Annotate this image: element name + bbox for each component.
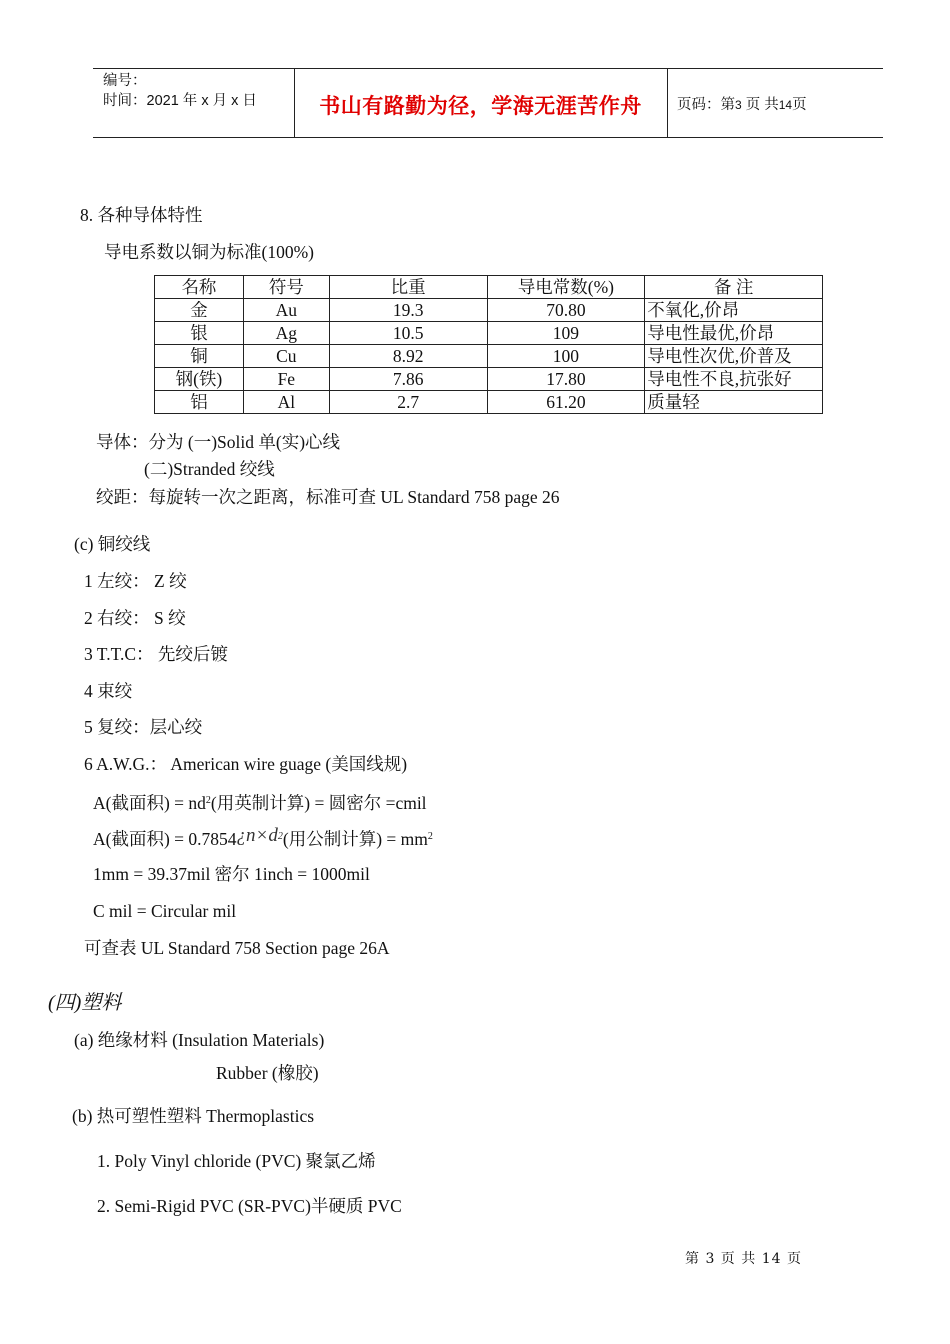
table-cell: Al xyxy=(243,391,329,414)
table-row xyxy=(155,322,823,345)
plastics-subtitle: (a) 绝缘材料 (Insulation Materials) xyxy=(74,1030,325,1050)
page-footer: 第 3 页 共 14 页 xyxy=(685,1251,802,1267)
table-cell: 导电性次优,价普及 xyxy=(645,345,823,368)
page-header xyxy=(93,68,883,138)
reference-line: 可查表 UL Standard 758 Section page 26A xyxy=(84,938,390,958)
conductor-line: 绞距：每旋转一次之距离，标准可查 UL Standard 758 page 26 xyxy=(96,487,560,507)
table-cell: Fe xyxy=(243,368,329,391)
table-cell: 银 xyxy=(155,322,244,345)
conductor-line: 导体：分为 (一)Solid 单(实)心线 xyxy=(96,432,341,452)
table-cell: 导电性最优,价昂 xyxy=(645,322,823,345)
table-cell: 10.5 xyxy=(329,322,487,345)
table-header-cell: 名称 xyxy=(155,276,244,299)
table-cell: 质量轻 xyxy=(645,391,823,414)
table-cell: 109 xyxy=(487,322,645,345)
list-item: 1 左绞： Z 绞 xyxy=(84,571,187,591)
number-label: 编号： xyxy=(103,73,147,89)
list-item: 2 右绞： S 绞 xyxy=(84,608,186,628)
table-cell: 61.20 xyxy=(487,391,645,414)
section-subtitle: 导电系数以铜为标准(100%) xyxy=(104,242,314,262)
list-item: 3 T.T.C： 先绞后镀 xyxy=(84,644,228,664)
table-cell: 2.7 xyxy=(329,391,487,414)
header-page-number: 页码：第3 页 共14页 xyxy=(677,97,807,113)
table-row xyxy=(155,368,823,391)
table-header-cell: 比重 xyxy=(329,276,487,299)
cmil-definition: C mil = Circular mil xyxy=(93,901,237,921)
table-cell: 70.80 xyxy=(487,299,645,322)
plastics-subtitle: (b) 热可塑性塑料 Thermoplastics xyxy=(72,1106,315,1126)
time-label: 时间：2021 年 x 月 x 日 xyxy=(103,93,257,109)
conductor-line: (二)Stranded 绞线 xyxy=(144,459,275,479)
table-header-cell: 符号 xyxy=(243,276,329,299)
table-row xyxy=(155,391,823,414)
table-cell: 8.92 xyxy=(329,345,487,368)
list-item: 5 复绞：层心绞 xyxy=(84,717,203,737)
section-title: 8. 各种导体特性 xyxy=(80,205,203,225)
table-cell: 金 xyxy=(155,299,244,322)
table-row xyxy=(155,299,823,322)
list-item: 2. Semi-Rigid PVC (SR-PVC)半硬质 PVC xyxy=(97,1196,402,1216)
area-formula-metric: A(截面积) = $0.7854¿n\times d^2$(用公制计算) = $mm^2$ xyxy=(93,825,433,849)
list-item: 1. Poly Vinyl chloride (PVC) 聚氯乙烯 xyxy=(97,1151,376,1171)
table-header-cell: 导电常数(%) xyxy=(487,276,645,299)
unit-conversion: 1mm = 39.37mil 密尔 1inch = 1000mil xyxy=(93,864,370,884)
table-cell: 铜 xyxy=(155,345,244,368)
table-header-cell: 备 注 xyxy=(645,276,823,299)
header-divider xyxy=(667,69,668,137)
table-cell: Ag xyxy=(243,322,329,345)
table-cell: 铝 xyxy=(155,391,244,414)
header-meta xyxy=(103,71,257,111)
table-cell: 7.86 xyxy=(329,368,487,391)
table-cell: 19.3 xyxy=(329,299,487,322)
header-motto: 书山有路勤为径，学海无涯苦作舟 xyxy=(319,94,642,118)
table-cell: 导电性不良,抗张好 xyxy=(645,368,823,391)
table-header-row xyxy=(155,276,823,299)
plastics-heading: (四)塑料 xyxy=(48,992,122,1014)
list-item: 6 A.W.G.： American wire guage (美国线规) xyxy=(84,754,408,774)
table-row xyxy=(155,345,823,368)
table-cell: 不氧化,价昂 xyxy=(645,299,823,322)
table-cell: Cu xyxy=(243,345,329,368)
conductor-table xyxy=(154,275,823,414)
table-cell: 钢(铁) xyxy=(155,368,244,391)
table-cell: Au xyxy=(243,299,329,322)
table-cell: 100 xyxy=(487,345,645,368)
copper-title: (c) 铜绞线 xyxy=(74,534,151,554)
list-item: 4 束绞 xyxy=(84,681,133,701)
table-cell: 17.80 xyxy=(487,368,645,391)
plastics-item: Rubber (橡胶) xyxy=(216,1063,319,1083)
area-formula-imperial: A(截面积) = $nd^2$(用英制计算) = 圆密尔 =cmil xyxy=(93,793,427,813)
